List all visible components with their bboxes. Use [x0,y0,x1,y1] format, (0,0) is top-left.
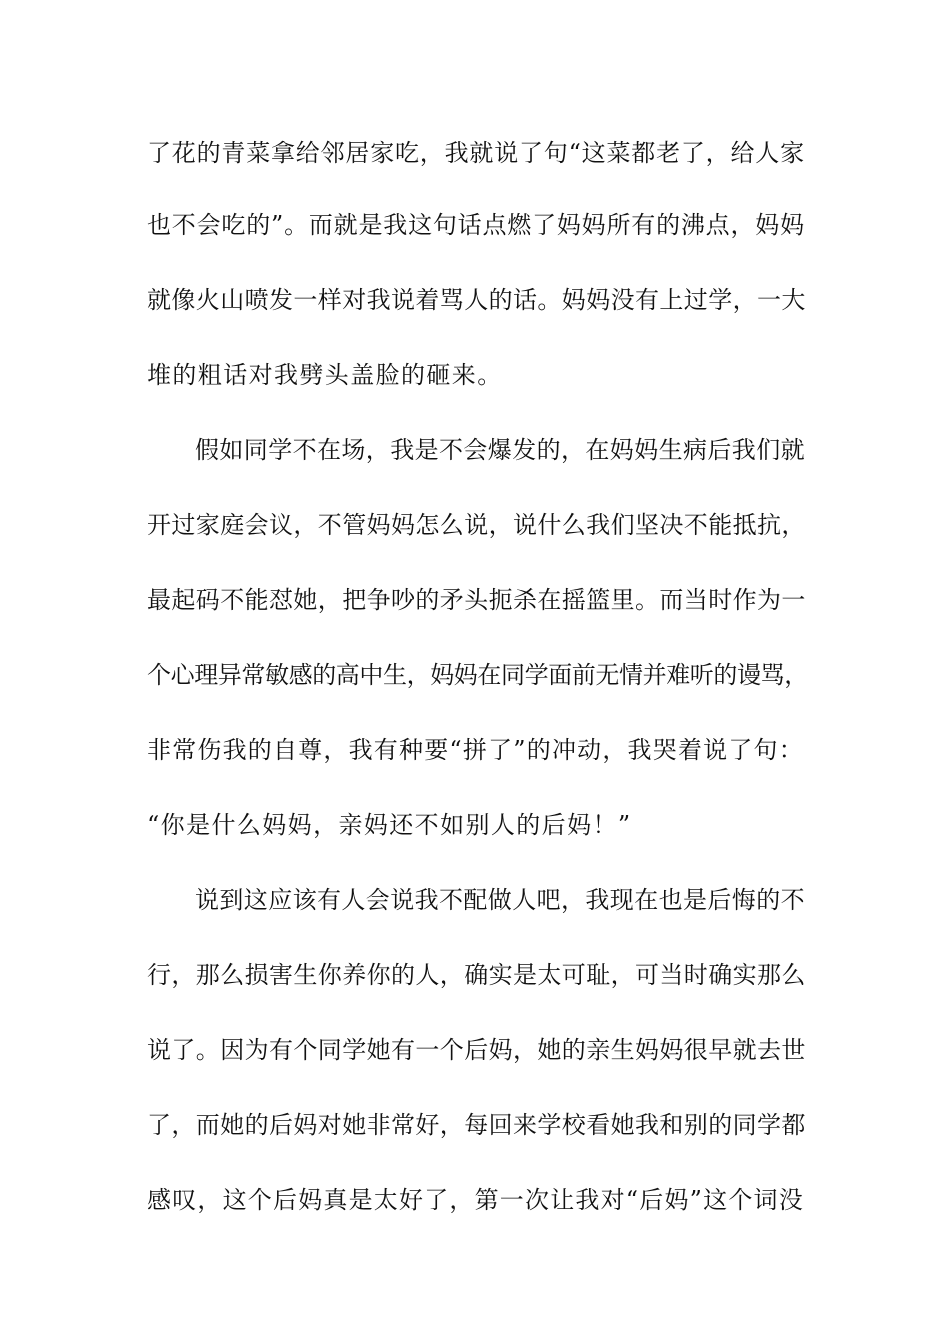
text-line: 个心理异常敏感的高中生，妈妈在同学面前无情并难听的谩骂， [147,661,808,689]
text-line: 非常伤我的自尊，我有种要“拼了”的冲动，我哭着说了句： [147,736,804,764]
paragraph-first-line: 说到这应该有人会说我不配做人吧，我现在也是后悔的不 [195,886,805,914]
paragraph-first-line: 假如同学不在场，我是不会爆发的，在妈妈生病后我们就 [195,436,805,464]
text-line: 就像火山喷发一样对我说着骂人的话。妈妈没有上过学，一大 [147,286,806,314]
text-line: 了，而她的后妈对她非常好，每回来学校看她我和别的同学都 [147,1111,806,1139]
text-line: 最起码不能怼她，把争吵的矛头扼杀在摇篮里。而当时作为一 [147,586,806,614]
text-line: 行，那么损害生你养你的人，确实是太可耻，可当时确实那么 [147,961,806,989]
text-line: 说了。因为有个同学她有一个后妈，她的亲生妈妈很早就去世 [147,1036,806,1064]
text-line: 感叹，这个后妈真是太好了，第一次让我对“后妈”这个词没 [147,1186,804,1214]
text-line: 也不会吃的”。而就是我这句话点燃了妈妈所有的沸点，妈妈 [147,211,805,239]
text-line: “你是什么妈妈，亲妈还不如别人的后妈！” [147,811,632,839]
text-line: 开过家庭会议，不管妈妈怎么说，说什么我们坚决不能抵抗， [147,511,806,539]
text-line: 堆的粗话对我劈头盖脸的砸来。 [147,361,503,389]
text-line: 了花的青菜拿给邻居家吃，我就说了句“这菜都老了，给人家 [147,139,805,167]
